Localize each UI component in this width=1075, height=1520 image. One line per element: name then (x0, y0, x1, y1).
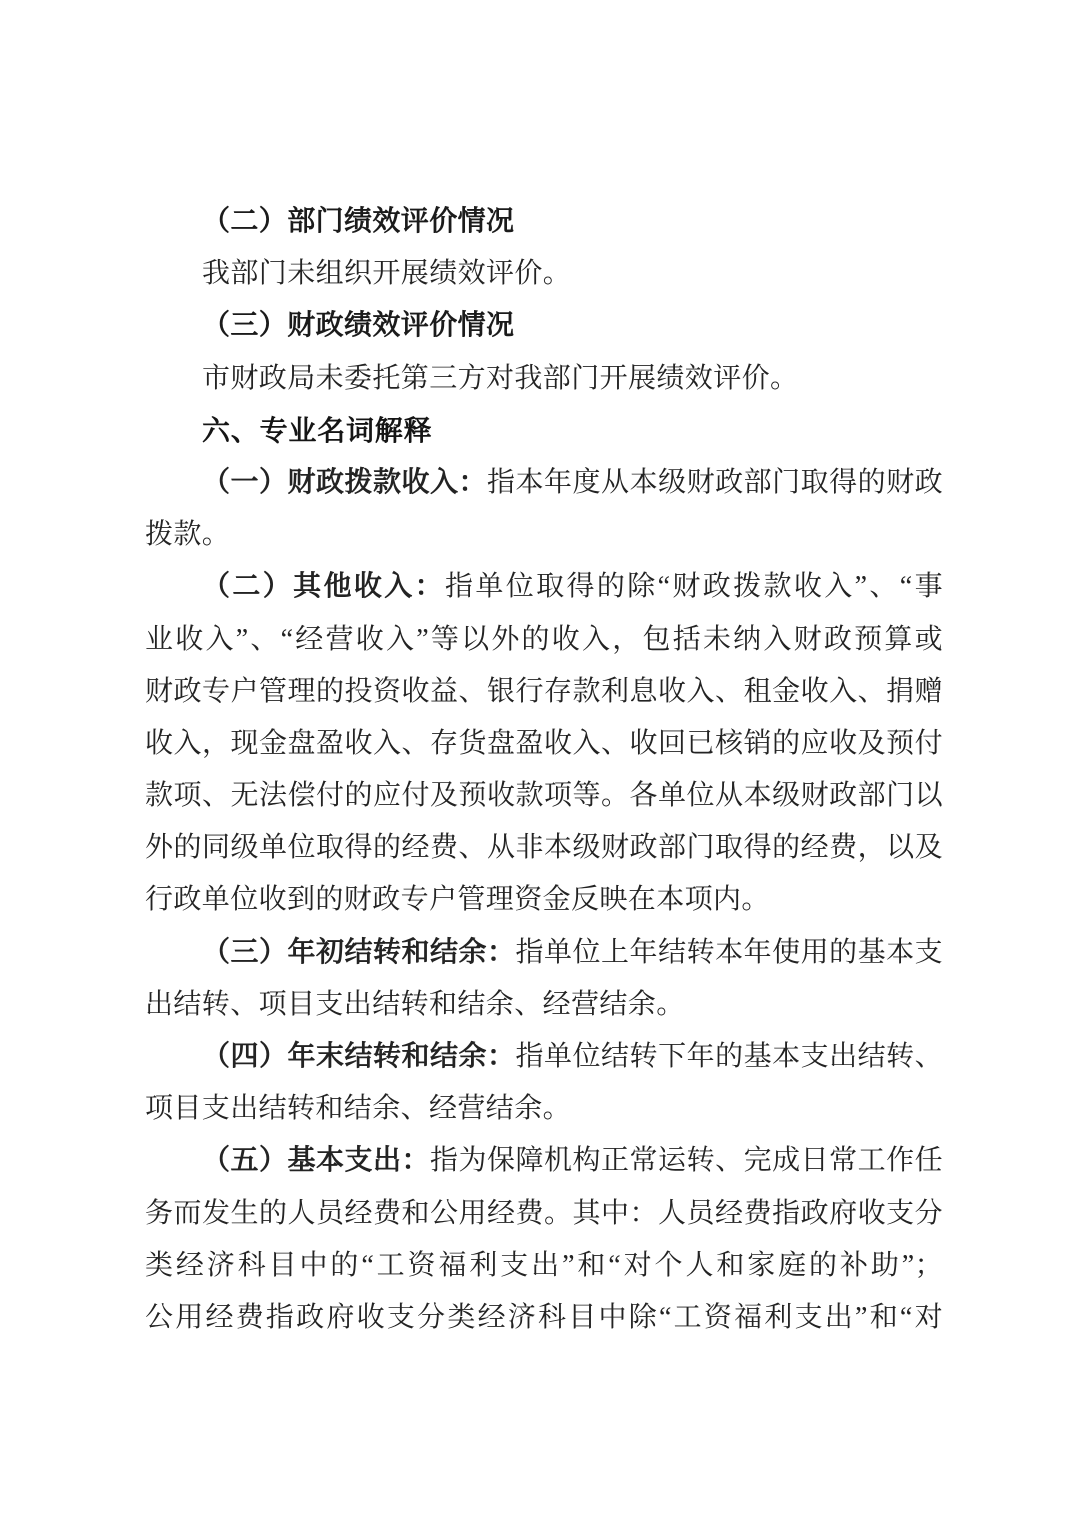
sub-heading (145, 300, 943, 352)
line-text: 指为保障机构正常运转、完成日常工作任 (430, 1145, 943, 1177)
term-label: （五）基本支出： (202, 1145, 431, 1177)
line-text: 指本年度从本级财政部门取得的财政 (487, 466, 943, 498)
text-line (145, 509, 943, 561)
text-line (145, 457, 943, 509)
term-label: 六、专业名词解释 (202, 414, 433, 446)
line-text: 收入，现金盘盈收入、存货盘盈收入、收回已核销的应收及预付 (145, 727, 943, 759)
text-line (145, 561, 943, 613)
text-line (145, 248, 943, 300)
section-heading (145, 405, 943, 457)
line-text: 行政单位收到的财政专户管理资金反映在本项内。 (145, 884, 770, 916)
text-line (145, 353, 943, 405)
line-text: 外的同级单位取得的经费、从非本级财政部门取得的经费，以及 (145, 832, 943, 864)
line-text: 类经济科目中的“工资福利支出”和“对个人和家庭的补助”； (145, 1249, 943, 1281)
text-line (145, 1188, 943, 1240)
term-label: （一）财政拨款收入： (202, 466, 488, 498)
line-text: 指单位上年结转本年使用的基本支 (515, 936, 943, 968)
text-line (145, 874, 943, 926)
sub-heading (145, 196, 943, 248)
line-text: 业收入”、“经营收入”等以外的收入，包括未纳入财政预算或 (145, 623, 943, 655)
line-text: 市财政局未委托第三方对我部门开展绩效评价。 (202, 362, 799, 394)
term-label: （二）其他收入： (202, 571, 445, 603)
term-label: （二）部门绩效评价情况 (202, 206, 515, 237)
text-line (145, 822, 943, 874)
line-text: 财政专户管理的投资收益、银行存款利息收入、租金收入、捐赠 (145, 675, 943, 707)
text-line (145, 1292, 943, 1344)
term-label: （三）年初结转和结余： (202, 936, 516, 968)
text-line (145, 979, 943, 1031)
document-body (145, 196, 943, 1344)
line-text: 务而发生的人员经费和公用经费。其中：人员经费指政府收支分 (145, 1197, 943, 1229)
text-line (145, 1031, 943, 1083)
text-line (145, 1083, 943, 1135)
term-label: （三）财政绩效评价情况 (202, 310, 515, 342)
line-text: 公用经费指政府收支分类经济科目中除“工资福利支出”和“对 (145, 1301, 943, 1333)
line-text: 款项、无法偿付的应付及预收款项等。各单位从本级财政部门以 (145, 780, 943, 812)
line-text: 我部门未组织开展绩效评价。 (202, 258, 572, 290)
line-text: 项目支出结转和结余、经营结余。 (145, 1093, 572, 1125)
line-text: 指单位取得的除“财政拨款收入”、“事 (444, 571, 943, 603)
text-line (145, 770, 943, 822)
line-text: 指单位结转下年的基本支出结转、 (515, 1041, 943, 1072)
text-line (145, 718, 943, 770)
text-line (145, 1135, 943, 1187)
text-line (145, 666, 943, 718)
line-text: 拨款。 (145, 519, 231, 551)
text-line (145, 1240, 943, 1292)
text-line (145, 614, 943, 666)
term-label: （四）年末结转和结余： (202, 1041, 516, 1072)
line-text: 出结转、项目支出结转和结余、经营结余。 (145, 988, 685, 1020)
text-line (145, 927, 943, 979)
